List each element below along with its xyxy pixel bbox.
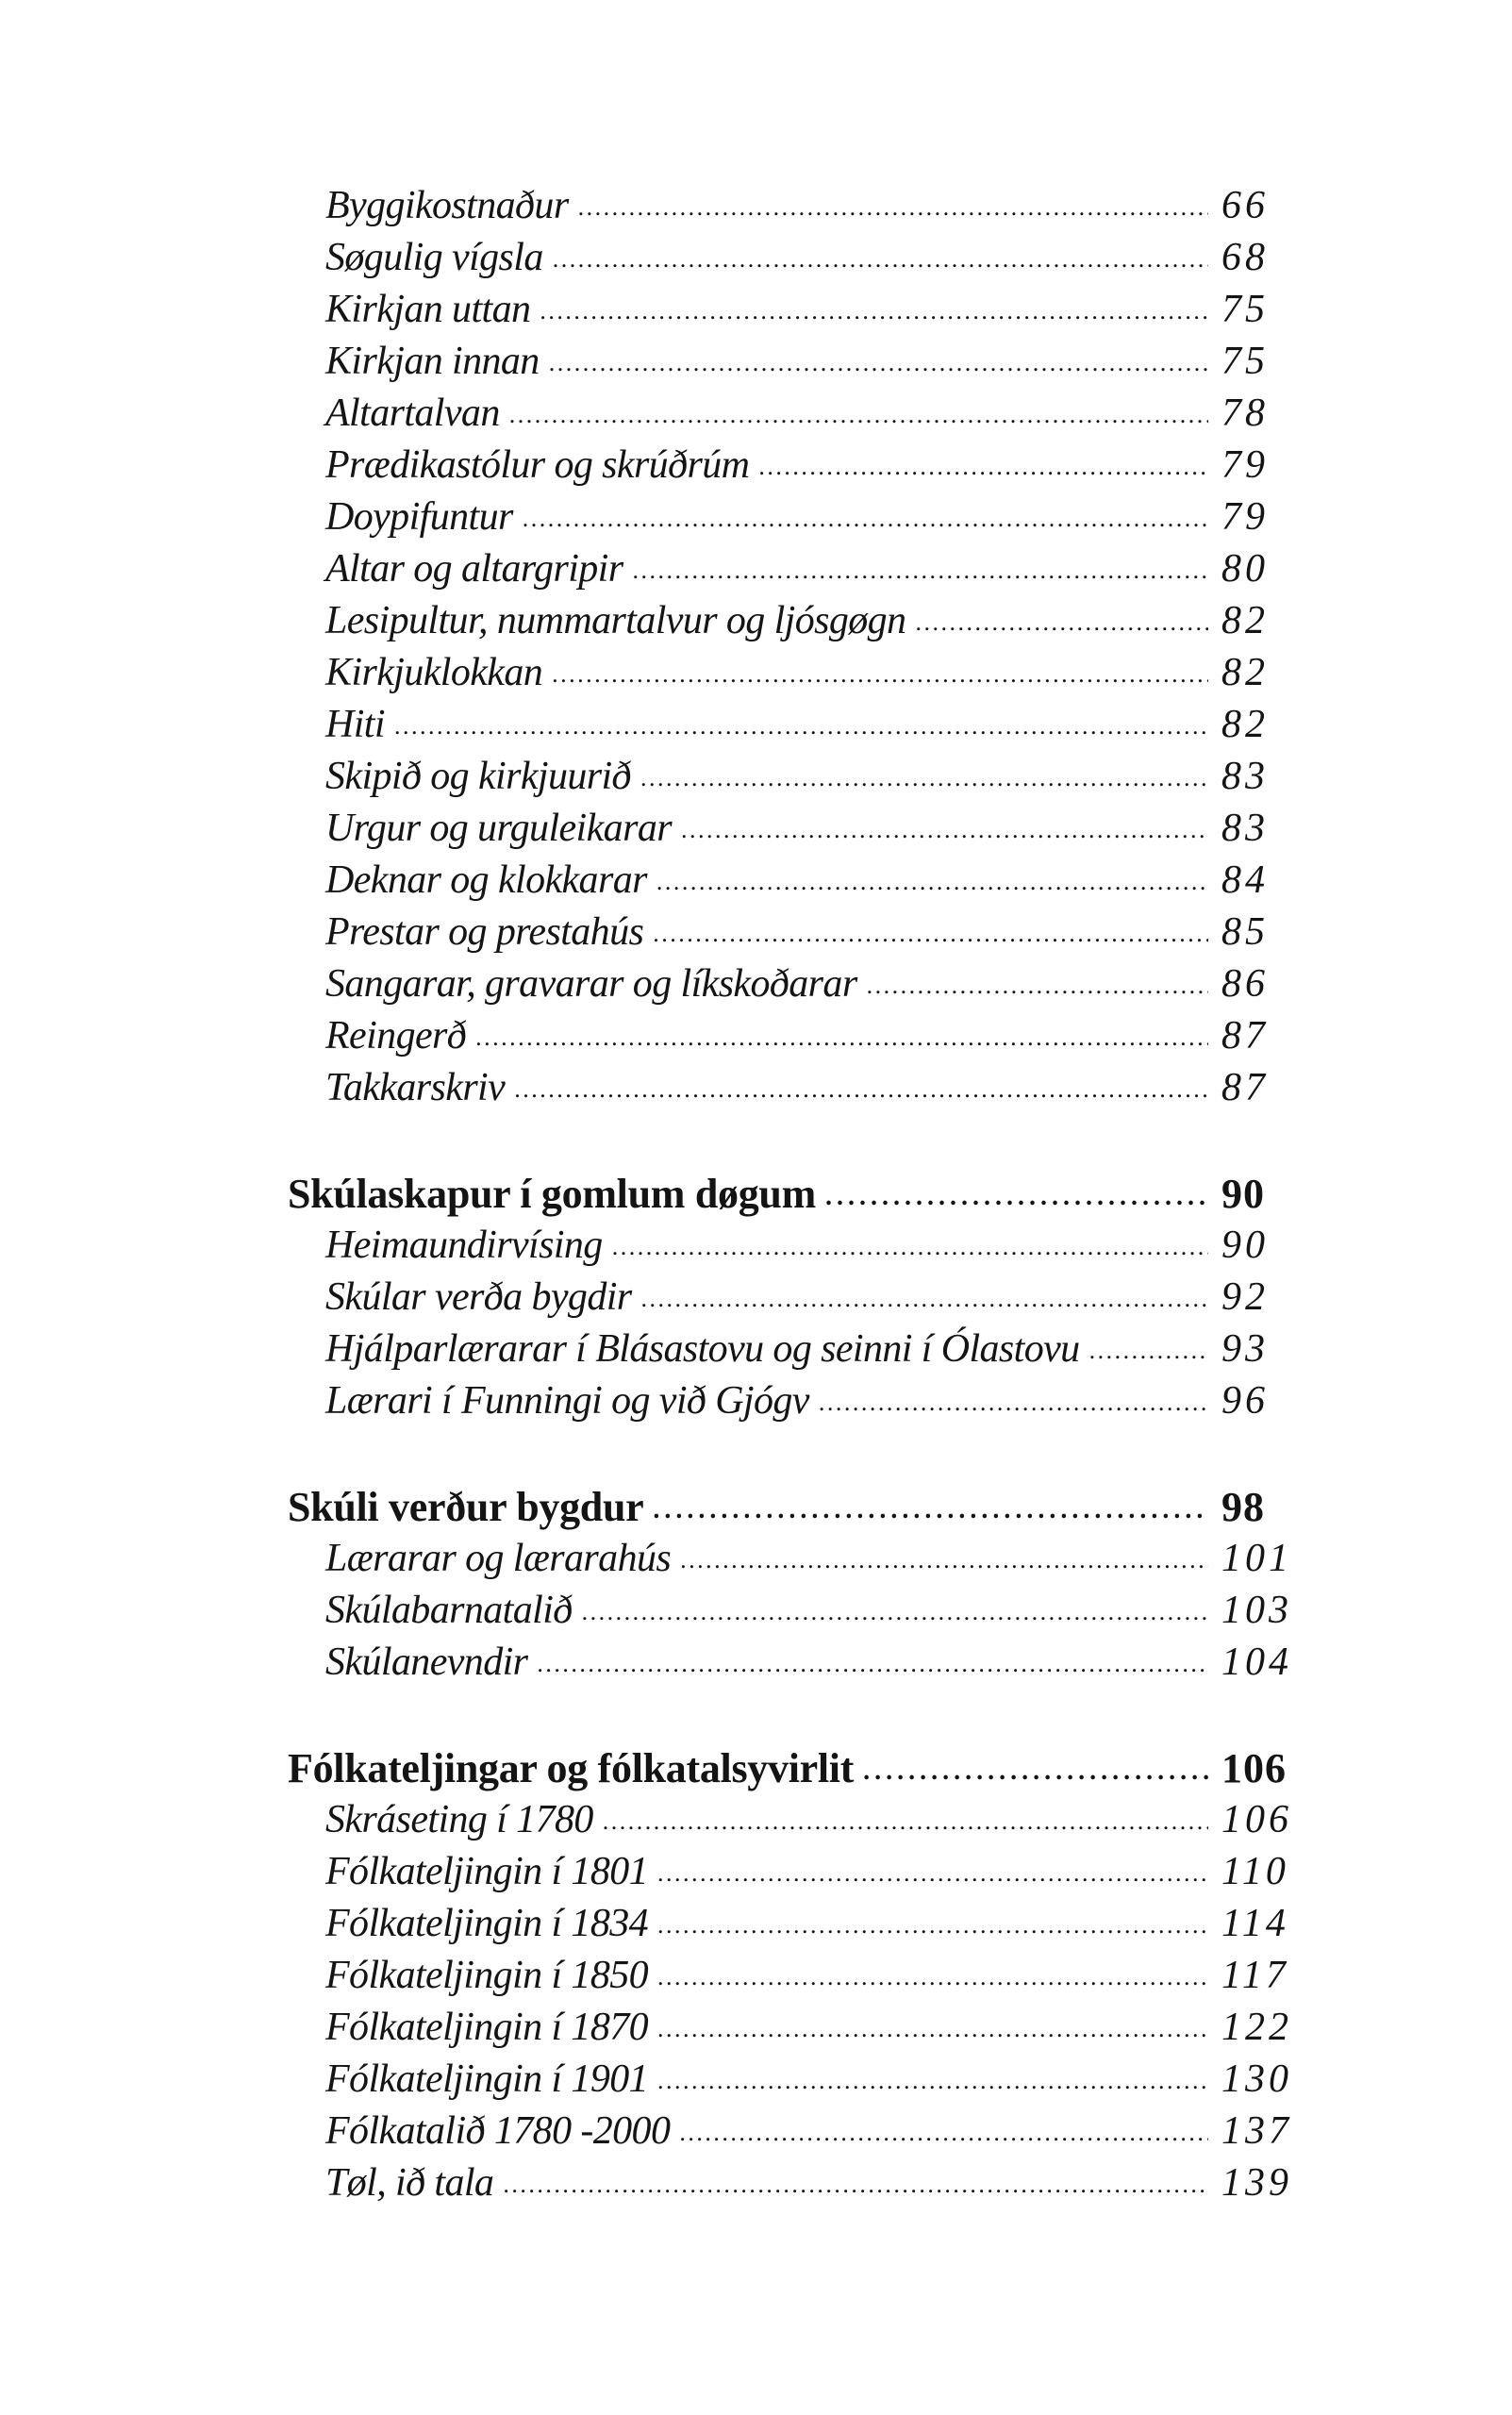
entry-page: 114 — [1221, 1902, 1289, 1945]
toc-entry — [288, 339, 1292, 391]
toc-entry — [288, 1223, 1292, 1274]
heading-page: 106 — [1221, 1745, 1287, 1791]
toc-entry — [288, 546, 1292, 598]
entry-page: 137 — [1221, 2109, 1292, 2153]
dot-leader — [578, 180, 1208, 225]
toc-entry — [288, 1849, 1292, 1901]
entry-title: Søgulig vígsla — [325, 236, 543, 279]
entry-page: 79 — [1221, 495, 1269, 539]
entry-title: Hjálparlærarar í Blásastovu og seinni í Ólastovu — [325, 1327, 1080, 1371]
entry-title: Kirkjan uttan — [325, 288, 531, 331]
toc-entry — [288, 1640, 1292, 1691]
dot-leader — [503, 2157, 1208, 2203]
toc-heading — [288, 1483, 1292, 1536]
entry-title: Lesipultur, nummartalvur og ljósgøgn — [325, 599, 906, 642]
entry-page: 84 — [1221, 858, 1269, 902]
toc-entry — [288, 1901, 1292, 1953]
entry-title: Skúlanevndir — [325, 1641, 528, 1684]
dot-leader — [603, 1794, 1208, 1840]
toc-entry — [288, 702, 1292, 754]
dot-leader — [540, 284, 1208, 329]
entry-title: Lærarar og lærarahús — [325, 1537, 672, 1580]
toc-entry — [288, 391, 1292, 442]
toc-entry — [288, 806, 1292, 858]
entry-title: Kirkjuklokkan — [325, 651, 543, 694]
dot-leader — [657, 1898, 1208, 1943]
dot-leader — [653, 1480, 1208, 1528]
toc-entry — [288, 235, 1292, 287]
dot-leader — [523, 491, 1208, 537]
entry-title: Fólkateljingin í 1801 — [325, 1850, 649, 1893]
entry-page: 68 — [1221, 236, 1269, 279]
toc-entry — [288, 1274, 1292, 1326]
toc-entry — [288, 442, 1292, 494]
toc-heading — [288, 1744, 1292, 1797]
heading-title: Fólkateljingar og fólkatalsyvirlit — [288, 1745, 855, 1791]
entry-page: 80 — [1221, 547, 1269, 591]
dot-leader — [915, 595, 1208, 641]
dot-leader — [552, 647, 1208, 692]
dot-leader — [612, 1220, 1208, 1265]
entry-page: 75 — [1221, 340, 1269, 383]
toc-entry — [288, 1536, 1292, 1588]
toc-entry — [288, 1326, 1292, 1378]
entry-title: Prestar og prestahús — [325, 910, 644, 954]
entry-title: Altartalvan — [325, 391, 500, 435]
entry-page: 104 — [1221, 1641, 1292, 1684]
entry-page: 101 — [1221, 1537, 1292, 1580]
dot-leader — [633, 543, 1209, 589]
entry-page: 86 — [1221, 962, 1269, 1006]
dot-leader — [641, 1272, 1208, 1317]
toc-entry — [288, 494, 1292, 546]
dot-leader — [640, 751, 1208, 796]
toc-entry — [288, 2108, 1292, 2160]
entry-title: Kirkjan innan — [325, 340, 540, 383]
entry-page: 82 — [1221, 599, 1269, 642]
entry-page: 96 — [1221, 1379, 1269, 1423]
heading-page: 98 — [1221, 1484, 1265, 1530]
entry-page: 79 — [1221, 443, 1269, 487]
toc-section-census — [288, 1744, 1292, 2212]
entry-title: Reingerð — [325, 1014, 467, 1058]
toc-entry — [288, 1378, 1292, 1430]
toc-heading — [288, 1170, 1292, 1223]
dot-leader — [867, 958, 1208, 1004]
entry-page: 87 — [1221, 1014, 1269, 1058]
entry-title: Fólkateljingin í 1901 — [325, 2057, 649, 2101]
dot-leader — [394, 699, 1208, 744]
entry-page: 83 — [1221, 807, 1269, 850]
dot-leader — [681, 803, 1208, 848]
entry-page: 82 — [1221, 703, 1269, 746]
dot-leader — [509, 388, 1208, 433]
entry-page: 110 — [1221, 1850, 1289, 1893]
toc-entry — [288, 598, 1292, 650]
entry-title: Skráseting í 1780 — [325, 1798, 593, 1841]
toc-entry — [288, 909, 1292, 961]
dot-leader — [680, 1533, 1208, 1578]
toc-entry — [288, 754, 1292, 806]
dot-leader — [679, 2106, 1208, 2151]
entry-title: Doypifuntur — [325, 495, 513, 539]
dot-leader — [657, 1950, 1208, 1995]
entry-title: Fólkateljingin í 1834 — [325, 1902, 649, 1945]
dot-leader — [653, 907, 1208, 952]
toc-entry — [288, 2160, 1292, 2212]
entry-title: Skúlabarnatalið — [325, 1589, 573, 1632]
entry-page: 90 — [1221, 1224, 1269, 1267]
entry-title: Prædikastólur og skrúðrúm — [325, 443, 750, 487]
entry-title: Hiti — [325, 703, 385, 746]
toc-entry — [288, 1953, 1292, 2005]
entry-title: Tøl, ið tala — [325, 2161, 494, 2205]
dot-leader — [514, 1062, 1208, 1108]
toc-entry — [288, 650, 1292, 702]
entry-page: 117 — [1221, 1954, 1289, 1997]
heading-title: Skúlaskapur í gomlum døgum — [288, 1171, 816, 1217]
toc-entry — [288, 1065, 1292, 1117]
entry-page: 103 — [1221, 1589, 1292, 1632]
toc-entry — [288, 1588, 1292, 1640]
table-of-contents — [288, 183, 1292, 2212]
toc-section-church — [288, 183, 1292, 1117]
entry-title: Sangarar, gravarar og líkskoðarar — [325, 962, 857, 1006]
dot-leader — [475, 1010, 1208, 1056]
entry-page: 82 — [1221, 651, 1269, 694]
toc-entry — [288, 2005, 1292, 2057]
dot-leader — [863, 1741, 1208, 1790]
entry-title: Lærari í Funningi og við Gjógv — [325, 1379, 809, 1423]
entry-page: 130 — [1221, 2057, 1292, 2101]
dot-leader — [553, 232, 1208, 277]
entry-title: Deknar og klokkarar — [325, 858, 647, 902]
entry-page: 92 — [1221, 1275, 1269, 1319]
entry-title: Heimaundirvísing — [325, 1224, 603, 1267]
entry-page: 139 — [1221, 2161, 1292, 2205]
dot-leader — [582, 1585, 1208, 1630]
entry-page: 87 — [1221, 1066, 1269, 1109]
dot-leader — [657, 2054, 1208, 2099]
dot-leader — [825, 1167, 1208, 1215]
dot-leader — [657, 1846, 1208, 1891]
dot-leader — [656, 855, 1208, 900]
toc-entry — [288, 287, 1292, 339]
dot-leader — [657, 2002, 1208, 2047]
dot-leader — [549, 336, 1208, 381]
heading-page: 90 — [1221, 1171, 1265, 1217]
entry-title: Takkarskriv — [325, 1066, 506, 1109]
dot-leader — [819, 1375, 1208, 1421]
entry-page: 85 — [1221, 910, 1269, 954]
dot-leader — [1089, 1324, 1208, 1369]
toc-entry — [288, 1013, 1292, 1065]
toc-section-schooling — [288, 1170, 1292, 1430]
entry-title: Altar og altargripir — [325, 547, 623, 591]
entry-page: 93 — [1221, 1327, 1269, 1371]
entry-title: Fólkatalið 1780 -2000 — [325, 2109, 671, 2153]
entry-page: 78 — [1221, 391, 1269, 435]
entry-page: 122 — [1221, 2006, 1292, 2049]
entry-title: Urgur og urguleikarar — [325, 807, 672, 850]
entry-title: Skipið og kirkjuurið — [325, 755, 631, 798]
toc-entry — [288, 183, 1292, 235]
entry-page: 66 — [1221, 184, 1269, 227]
toc-entry — [288, 858, 1292, 909]
toc-entry — [288, 2057, 1292, 2108]
toc-entry — [288, 961, 1292, 1013]
toc-entry — [288, 1797, 1292, 1849]
dot-leader — [537, 1637, 1208, 1682]
toc-section-school-built — [288, 1483, 1292, 1691]
entry-page: 106 — [1221, 1798, 1292, 1841]
entry-title: Byggikostnaður — [325, 184, 569, 227]
entry-page: 75 — [1221, 288, 1269, 331]
heading-title: Skúli verður bygdur — [288, 1484, 644, 1530]
entry-title: Fólkateljingin í 1870 — [325, 2006, 649, 2049]
entry-page: 83 — [1221, 755, 1269, 798]
entry-title: Skúlar verða bygdir — [325, 1275, 632, 1319]
dot-leader — [758, 440, 1208, 485]
entry-title: Fólkateljingin í 1850 — [325, 1954, 649, 1997]
